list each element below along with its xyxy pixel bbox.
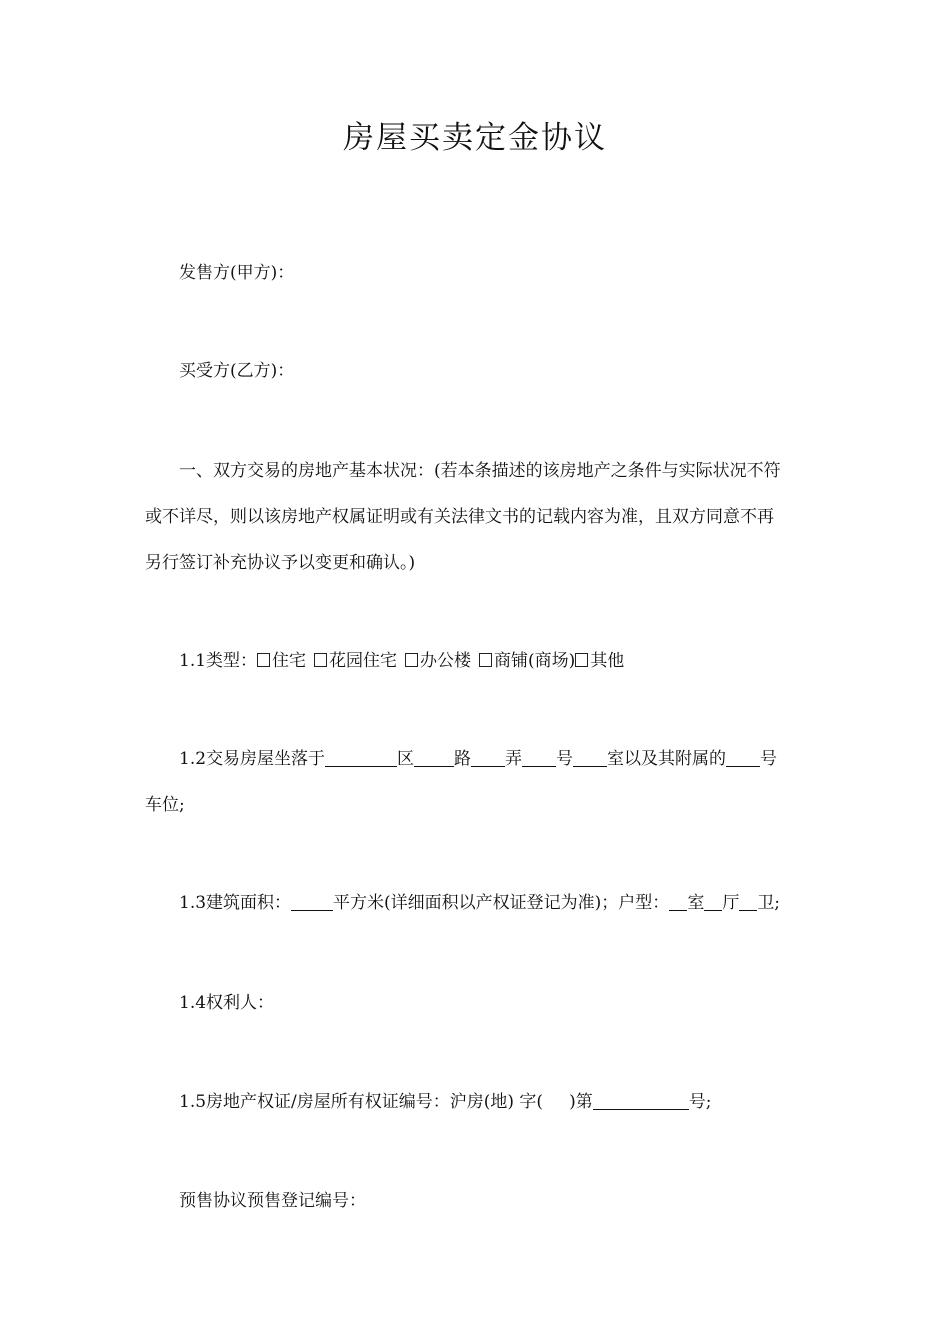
room-label: 室以及其附属的 xyxy=(607,749,727,769)
checkbox-icon[interactable] xyxy=(575,653,588,667)
checkbox-icon[interactable] xyxy=(405,653,418,667)
area-unit-label: 平方米(详细面积以产权证登记为准)；户型： xyxy=(333,893,670,913)
option-shop: 商铺(商场) xyxy=(494,651,576,671)
option-garden-residential: 花园住宅 xyxy=(329,651,398,671)
district-label: 区 xyxy=(397,749,415,769)
parking-number-label: 号 xyxy=(760,749,778,769)
seller-line: 发售方(甲方)： xyxy=(179,263,295,283)
item-1-1-type xyxy=(179,646,825,676)
parking-blank[interactable] xyxy=(726,748,760,767)
lane-blank[interactable] xyxy=(471,748,505,767)
item-1-1-label: 1.1类型： xyxy=(179,651,258,671)
number-label: 号 xyxy=(556,749,574,769)
checkbox-icon[interactable] xyxy=(257,653,270,667)
rooms-blank[interactable] xyxy=(669,892,687,911)
item-1-5-label: 1.5房地产权证/房屋所有权证编号：沪房(地) 字( xyxy=(179,1092,544,1112)
section-1-line-3: 另行签订补充协议予以变更和确认。) xyxy=(145,553,416,573)
option-residential: 住宅 xyxy=(272,651,307,671)
item-1-2-location xyxy=(179,744,825,774)
item-1-2-line-2: 车位; xyxy=(145,795,185,815)
presale-registration: 预售协议预售登记编号： xyxy=(179,1191,366,1211)
cert-suffix-label: 号; xyxy=(688,1092,712,1112)
page-title: 房屋买卖定金协议 xyxy=(343,120,607,156)
option-office: 办公楼 xyxy=(420,651,472,671)
item-1-5-certificate xyxy=(179,1087,825,1117)
halls-blank[interactable] xyxy=(704,892,722,911)
item-1-3-area xyxy=(179,888,825,918)
baths-blank[interactable] xyxy=(739,892,757,911)
cert-middle-label: )第 xyxy=(569,1092,593,1112)
district-blank[interactable] xyxy=(325,748,397,767)
checkbox-icon[interactable] xyxy=(479,653,492,667)
cert-number-blank[interactable] xyxy=(593,1091,689,1110)
buyer-line: 买受方(乙方)： xyxy=(179,361,295,381)
checkbox-icon[interactable] xyxy=(314,653,327,667)
item-1-3-label: 1.3建筑面积： xyxy=(179,893,292,913)
item-1-2-label: 1.2交易房屋坐落于 xyxy=(179,749,326,769)
baths-label: 卫; xyxy=(757,893,781,913)
section-1-line-2: 或不详尽，则以该房地产权属证明或有关法律文书的记载内容为准，且双方同意不再 xyxy=(145,507,774,527)
area-blank[interactable] xyxy=(291,892,333,911)
halls-label: 厅 xyxy=(722,893,740,913)
road-label: 路 xyxy=(454,749,472,769)
section-1-line-1: 一、双方交易的房地产基本状况：(若本条描述的该房地产之条件与实际状况不符 xyxy=(179,461,781,481)
item-1-4-owner: 1.4权利人： xyxy=(179,993,275,1013)
lane-label: 弄 xyxy=(505,749,523,769)
option-other: 其他 xyxy=(590,651,625,671)
number-blank[interactable] xyxy=(522,748,556,767)
road-blank[interactable] xyxy=(414,748,454,767)
room-blank[interactable] xyxy=(573,748,607,767)
rooms-label: 室 xyxy=(687,893,705,913)
